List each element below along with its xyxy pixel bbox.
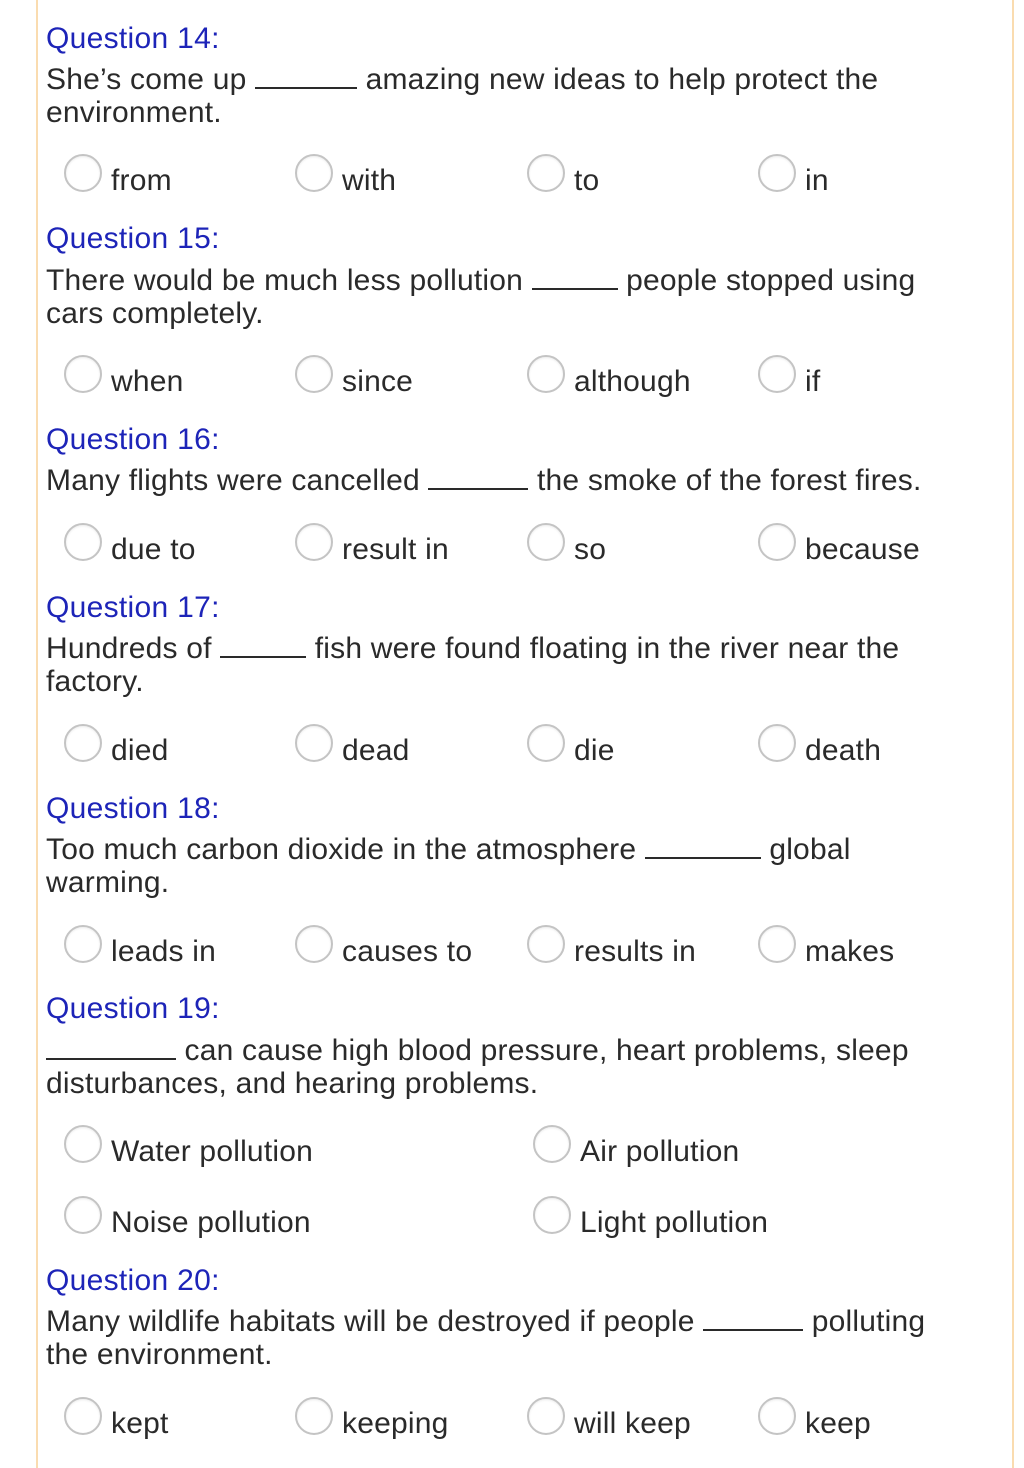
radio-button[interactable] [527,925,565,963]
answer-blank [645,835,761,859]
radio-button[interactable] [758,355,796,393]
question-title: Question 20: [46,1264,220,1297]
radio-button[interactable] [527,355,565,393]
question-text: Many flights were cancelled the smoke of the forest fires. [46,464,922,497]
answer-blank [255,65,357,89]
radio-button[interactable] [64,154,102,192]
radio-button[interactable] [527,724,565,762]
question-text: Hundreds of fish were found floating in the river near the factory. [46,632,900,698]
radio-button[interactable] [758,724,796,762]
question-title: Question 15: [46,222,220,255]
question-title: Question 19: [46,992,220,1025]
radio-button[interactable] [295,1397,333,1435]
radio-button[interactable] [295,355,333,393]
radio-button[interactable] [64,1397,102,1435]
answer-blank [428,466,528,490]
radio-button[interactable] [758,523,796,561]
radio-button[interactable] [295,523,333,561]
question-text: She’s come up amazing new ideas to help protect the environment. [46,63,879,129]
radio-button[interactable] [758,1397,796,1435]
radio-button[interactable] [758,154,796,192]
radio-button[interactable] [527,523,565,561]
question-text: There would be much less pollution people stopped using cars completely. [46,264,916,330]
radio-button[interactable] [64,1125,102,1163]
question-title: Question 16: [46,423,220,456]
radio-button[interactable] [533,1196,571,1234]
radio-button[interactable] [295,925,333,963]
radio-button[interactable] [758,925,796,963]
radio-button[interactable] [527,154,565,192]
question-title: Question 18: [46,792,220,825]
question-title: Question 14: [46,22,220,55]
question-text: can cause high blood pressure, heart problems, sleep disturbances, and hearing problems. [46,1034,909,1100]
answer-blank [46,1036,176,1060]
radio-button[interactable] [64,1196,102,1234]
answer-blank [532,266,618,290]
question-text: Many wildlife habitats will be destroyed if people polluting the environment. [46,1305,926,1371]
radio-button[interactable] [64,724,102,762]
answer-blank [703,1307,803,1331]
radio-button[interactable] [64,925,102,963]
question-title: Question 17: [46,591,220,624]
question-text: Too much carbon dioxide in the atmosphere global warming. [46,833,851,899]
answer-blank [220,634,306,658]
radio-button[interactable] [295,154,333,192]
radio-button[interactable] [527,1397,565,1435]
radio-button[interactable] [533,1125,571,1163]
radio-button[interactable] [295,724,333,762]
radio-button[interactable] [64,355,102,393]
radio-button[interactable] [64,523,102,561]
